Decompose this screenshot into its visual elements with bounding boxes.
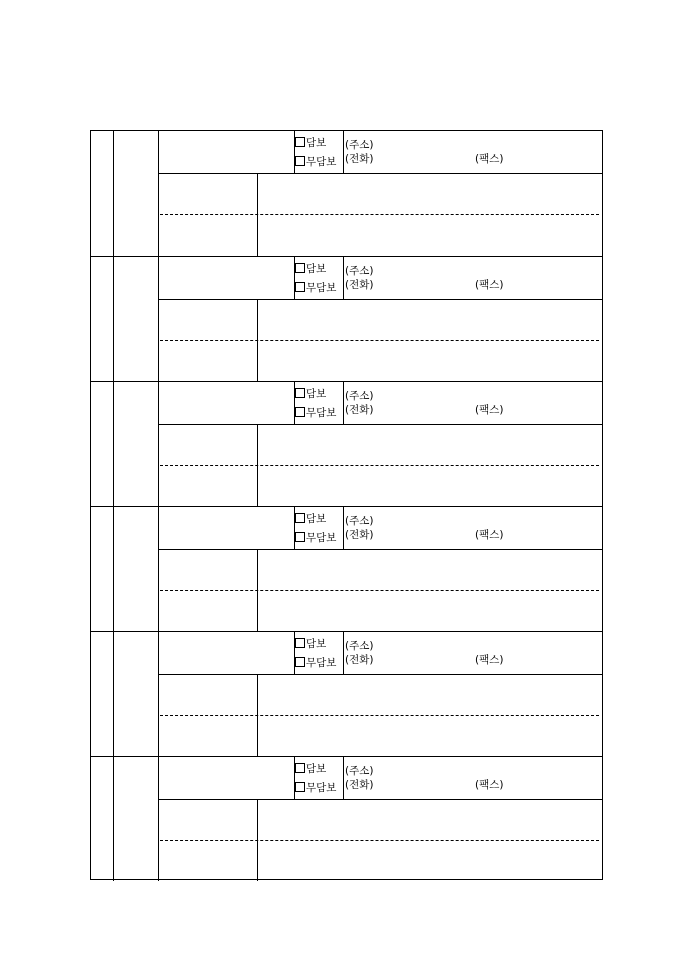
- phone-label: (전화): [345, 529, 374, 541]
- address-label: (주소): [345, 515, 374, 527]
- secured-checkbox[interactable]: [295, 388, 305, 398]
- column-divider: [158, 632, 159, 756]
- dashed-divider: [160, 840, 599, 841]
- creditor-entry: [91, 381, 602, 506]
- secured-checkbox[interactable]: [295, 263, 305, 273]
- creditor-entry: [91, 506, 602, 631]
- row-divider: [158, 424, 602, 425]
- unsecured-option[interactable]: [295, 657, 336, 670]
- creditor-entry: [91, 631, 602, 756]
- creditor-entry: [91, 756, 602, 881]
- address-label: (주소): [345, 139, 374, 151]
- secured-label: 담보: [306, 137, 327, 149]
- column-divider: [113, 632, 114, 756]
- dashed-divider: [160, 715, 599, 716]
- unsecured-label: 무담보: [306, 782, 337, 794]
- row-divider: [158, 674, 602, 675]
- unsecured-label: 무담보: [306, 532, 337, 544]
- row-divider: [158, 173, 602, 174]
- column-divider: [158, 131, 159, 256]
- unsecured-option[interactable]: [295, 156, 336, 169]
- phone-label: (전화): [345, 404, 374, 416]
- row-divider: [158, 299, 602, 300]
- secured-checkbox[interactable]: [295, 638, 305, 648]
- unsecured-option[interactable]: [295, 782, 336, 795]
- phone-label: (전화): [345, 654, 374, 666]
- dashed-divider: [160, 590, 599, 591]
- dashed-divider: [160, 465, 599, 466]
- unsecured-checkbox[interactable]: [295, 657, 305, 667]
- column-divider: [158, 257, 159, 381]
- creditor-entry: [91, 131, 602, 256]
- phone-label: (전화): [345, 153, 374, 165]
- phone-label: (전화): [345, 279, 374, 291]
- unsecured-option[interactable]: [295, 407, 336, 420]
- unsecured-label: 무담보: [306, 156, 337, 168]
- fax-label: (팩스): [475, 529, 504, 541]
- secured-label: 담보: [306, 763, 327, 775]
- secured-option[interactable]: [295, 388, 326, 401]
- unsecured-checkbox[interactable]: [295, 282, 305, 292]
- column-divider: [113, 382, 114, 506]
- column-divider: [343, 382, 344, 424]
- fax-label: (팩스): [475, 404, 504, 416]
- row-divider: [158, 549, 602, 550]
- unsecured-checkbox[interactable]: [295, 407, 305, 417]
- unsecured-checkbox[interactable]: [295, 532, 305, 542]
- column-divider: [343, 257, 344, 299]
- column-divider: [158, 382, 159, 506]
- unsecured-option[interactable]: [295, 282, 336, 295]
- unsecured-label: 무담보: [306, 657, 337, 669]
- secured-label: 담보: [306, 263, 327, 275]
- secured-checkbox[interactable]: [295, 763, 305, 773]
- column-divider: [343, 632, 344, 674]
- column-divider: [113, 257, 114, 381]
- unsecured-checkbox[interactable]: [295, 782, 305, 792]
- address-label: (주소): [345, 765, 374, 777]
- address-label: (주소): [345, 265, 374, 277]
- column-divider: [158, 757, 159, 881]
- secured-option[interactable]: [295, 137, 326, 150]
- unsecured-label: 무담보: [306, 407, 337, 419]
- column-divider: [113, 131, 114, 256]
- fax-label: (팩스): [475, 654, 504, 666]
- creditor-entry: [91, 256, 602, 381]
- dashed-divider: [160, 214, 599, 215]
- unsecured-checkbox[interactable]: [295, 156, 305, 166]
- unsecured-label: 무담보: [306, 282, 337, 294]
- unsecured-option[interactable]: [295, 532, 336, 545]
- fax-label: (팩스): [475, 779, 504, 791]
- secured-option[interactable]: [295, 763, 326, 776]
- fax-label: (팩스): [475, 153, 504, 165]
- fax-label: (팩스): [475, 279, 504, 291]
- address-label: (주소): [345, 390, 374, 402]
- column-divider: [113, 507, 114, 631]
- address-label: (주소): [345, 640, 374, 652]
- phone-label: (전화): [345, 779, 374, 791]
- dashed-divider: [160, 340, 599, 341]
- column-divider: [113, 757, 114, 881]
- column-divider: [343, 507, 344, 549]
- creditor-form-table: [90, 130, 603, 880]
- secured-checkbox[interactable]: [295, 513, 305, 523]
- secured-option[interactable]: [295, 513, 326, 526]
- secured-checkbox[interactable]: [295, 137, 305, 147]
- column-divider: [343, 131, 344, 174]
- column-divider: [343, 757, 344, 799]
- secured-label: 담보: [306, 638, 327, 650]
- column-divider: [158, 507, 159, 631]
- row-divider: [158, 799, 602, 800]
- secured-option[interactable]: [295, 638, 326, 651]
- secured-option[interactable]: [295, 263, 326, 276]
- secured-label: 담보: [306, 513, 327, 525]
- secured-label: 담보: [306, 388, 327, 400]
